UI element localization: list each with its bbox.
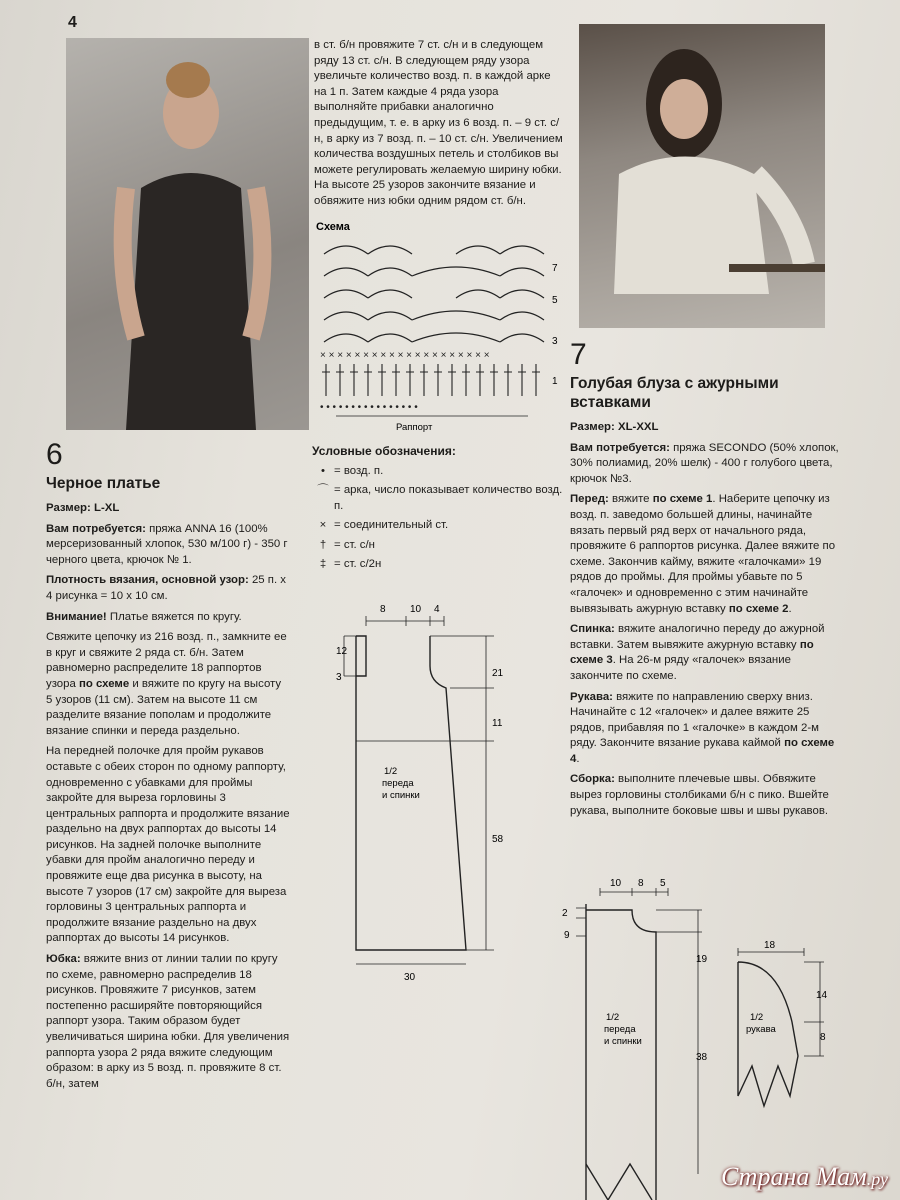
blouse-size: Размер: XL-XXL — [570, 421, 659, 433]
svg-text:58: 58 — [492, 834, 504, 845]
svg-text:18: 18 — [764, 940, 776, 951]
blouse-back: Спинка: вяжите аналогично переду до ажурной вставки. Затем вывяжите ажурную вставку по схеме 3. На 26-м ряду «галочек» вязание закончите по схеме. — [570, 623, 825, 682]
chart-x-marks — [320, 350, 490, 361]
blouse-article — [570, 340, 840, 824]
dress-gauge: Плотность вязания, основной узор: 25 п. х 4 рисунка = 10 х 10 см. — [46, 574, 286, 602]
dress-paragraph-2: На передней полочке для пройм рукавов оставьте с обеих сторон по одному раппорту, одновременно с убавками для проймы закройте для выреза горловины 3 центральных раппорта и продолжите вязание раздельно на двух раппортах до высоты 14 рисунков. На задней полочке выполните убавки для пройм аналогично переду и провяжите еще два рисунка в высоту, на высоте 7 узоров (17 см) закройте для выреза горловины 3 центральных раппорта и продолжите вязание раздельно на двух раппортах до высоты 14 рисунков. — [46, 745, 290, 945]
blouse-assembly: Сборка: выполните плечевые швы. Обвяжите вырез горловины столбиками б/н с пико. Вшейте рукава, выполните боковые швы и швы рукавов. — [570, 773, 829, 817]
svg-text:8: 8 — [638, 878, 644, 889]
crochet-chart — [306, 218, 568, 436]
chart-row-1: 1 — [552, 376, 558, 387]
dress-figure-illustration — [66, 38, 309, 430]
chart-row-5: 5 — [552, 295, 558, 306]
svg-text:10: 10 — [610, 878, 622, 889]
svg-text:1/2: 1/2 — [750, 1012, 764, 1023]
blouse-photo — [579, 24, 825, 328]
dress-size: Размер: L-XL — [46, 502, 120, 514]
legend-item: × = соединительный ст. — [319, 519, 449, 531]
svg-text:2: 2 — [562, 908, 568, 919]
dress-paragraph-1: Свяжите цепочку из 216 возд. п., замкните ее в круг и свяжите 2 ряда ст. б/н. Затем равномерно распределите 18 раппортов узора по схеме и вяжите по кругу на высоту 5 узоров (11 см). Затем на высоте 11 см разделите вязание пополам и продолжите вязание спинки и переда раздельно. — [46, 631, 287, 737]
site-watermark: Страна Мам.ру — [720, 1162, 888, 1191]
blouse-front: Перед: вяжите по схеме 1. Наберите цепочку из возд. п. заведомо большей длины, начинайте вязать первый ряд верх от начального ряда, провяжите 6 раппортов рисунка. Далее вяжите по схеме. Закончив кайму, вяжите «галочками» 19 рядов до проймы. Для проймы убавьте по 5 «галочек» и одновременно с этим начинайте вывязывать ажурную вставку по схеме 2. — [570, 493, 836, 615]
svg-text:переда: переда — [604, 1024, 636, 1035]
chart-repeat-label: Раппорт — [396, 422, 433, 433]
blouse-figure-illustration — [579, 24, 825, 328]
dress-pattern-schematic — [326, 596, 516, 988]
svg-text:11: 11 — [492, 718, 503, 729]
blouse-pattern-schematic — [556, 874, 726, 1200]
svg-text:12: 12 — [336, 646, 348, 657]
sleeve-pattern-schematic — [728, 936, 838, 1126]
svg-text:4: 4 — [434, 604, 440, 615]
svg-text:30: 30 — [404, 972, 416, 983]
legend-heading: Условные обозначения: — [312, 444, 456, 458]
svg-text:9: 9 — [564, 930, 570, 941]
svg-text:• • • • • • • •: • • • • • • • • • • • • • • • • — [320, 402, 418, 413]
svg-text:19: 19 — [696, 954, 708, 965]
svg-text:5: 5 — [660, 878, 666, 889]
svg-text:21: 21 — [492, 668, 504, 679]
svg-text:8: 8 — [380, 604, 386, 615]
dress-article — [46, 440, 290, 1097]
svg-text:рукава: рукава — [746, 1024, 776, 1035]
chart-row-3: 3 — [552, 336, 558, 347]
legend-item: • = возд. п. — [321, 464, 384, 477]
blouse-title: Голубая блуза с ажурными вставками — [570, 375, 779, 411]
svg-text:и спинки: и спинки — [604, 1036, 642, 1047]
chart-dots — [320, 402, 418, 413]
page-number: 4 — [68, 14, 77, 31]
svg-text:8: 8 — [820, 1032, 826, 1043]
dress-attention: Внимание! Платье вяжется по кругу. — [46, 610, 242, 623]
chart-title: Схема — [316, 221, 350, 233]
chart-stitches — [322, 364, 540, 396]
svg-text:38: 38 — [696, 1052, 708, 1063]
svg-text:1/2: 1/2 — [606, 1012, 620, 1023]
svg-text:14: 14 — [816, 990, 828, 1001]
chart-row-7: 7 — [552, 263, 558, 274]
chart-arches — [324, 246, 544, 342]
dress-materials: Вам потребуется: пряжа ANNA 16 (100% мерсеризованный хлопок, 530 м/100 г) - 350 г черного цвета, крючок № 1. — [46, 522, 288, 566]
svg-text:3: 3 — [336, 672, 342, 683]
blouse-materials: Вам потребуется: пряжа SECONDO (50% хлопок, 30% полиамид, 20% шелк) - 400 г голубого цвета, крючок №3. — [570, 441, 839, 485]
blouse-sleeves: Рукава: вяжите по направлению сверху вниз. Начинайте с 12 «галочек» и далее вяжите 25 рядов, прибавляя по 1 «галочке» в каждом 2-м ряду. Закончите вязание рукава каймой по схеме 4. — [570, 690, 835, 765]
legend-item: † = ст. с/н — [319, 538, 375, 551]
dress-title: Черное платье — [46, 475, 161, 492]
chart-legend — [312, 444, 572, 577]
dress-photo — [66, 38, 309, 430]
dress-number: 6 — [46, 438, 63, 471]
dress-skirt-continued: в ст. б/н провяжите 7 ст. с/н и в следующем ряду 13 ст. с/н. В следующем ряду узора увеличьте количество возд. п. в каждой арке на 1 п. Затем каждые 4 ряда узора выполняйте прибавки аналогично предыдущим, т. е. в арку из 6 возд. п. – 9 ст. с/н, в арку из 7 возд. п. – 10 ст. с/н. Увеличением количества воздушных петель и столбиков вы можете регулировать желаемую ширину юбки. На высоте 25 узоров закончите вязание и обвяжите низ юбки одним рядом ст. б/н. — [314, 39, 563, 207]
svg-text:10: 10 — [410, 604, 422, 615]
svg-text:× × × × × × × × × × × × × × ×: × × × × × × × × × × × × × × × × × × × × — [320, 350, 490, 361]
blouse-number: 7 — [570, 338, 587, 371]
svg-text:1/2: 1/2 — [384, 766, 398, 777]
svg-text:переда: переда — [382, 778, 414, 789]
dress-skirt: Юбка: вяжите вниз от линии талии по кругу по схеме, равномерно распределив 18 рисунков. Провяжите 7 рисунков, затем постепенно расширяйте повторяющийся раппорт узора. Таким образом будет увеличиваться ширина юбки. Для увеличения раппорта узора 2 ряда вяжите следующим образом: в арку из 5 возд. п. провяжите 8 ст. б/н, затем — [46, 953, 290, 1090]
legend-item: ‡ = ст. с/2н — [319, 558, 382, 570]
legend-item: ⌒ = арка, число показывает количество возд. п. — [317, 484, 563, 512]
svg-text:и спинки: и спинки — [382, 790, 420, 801]
